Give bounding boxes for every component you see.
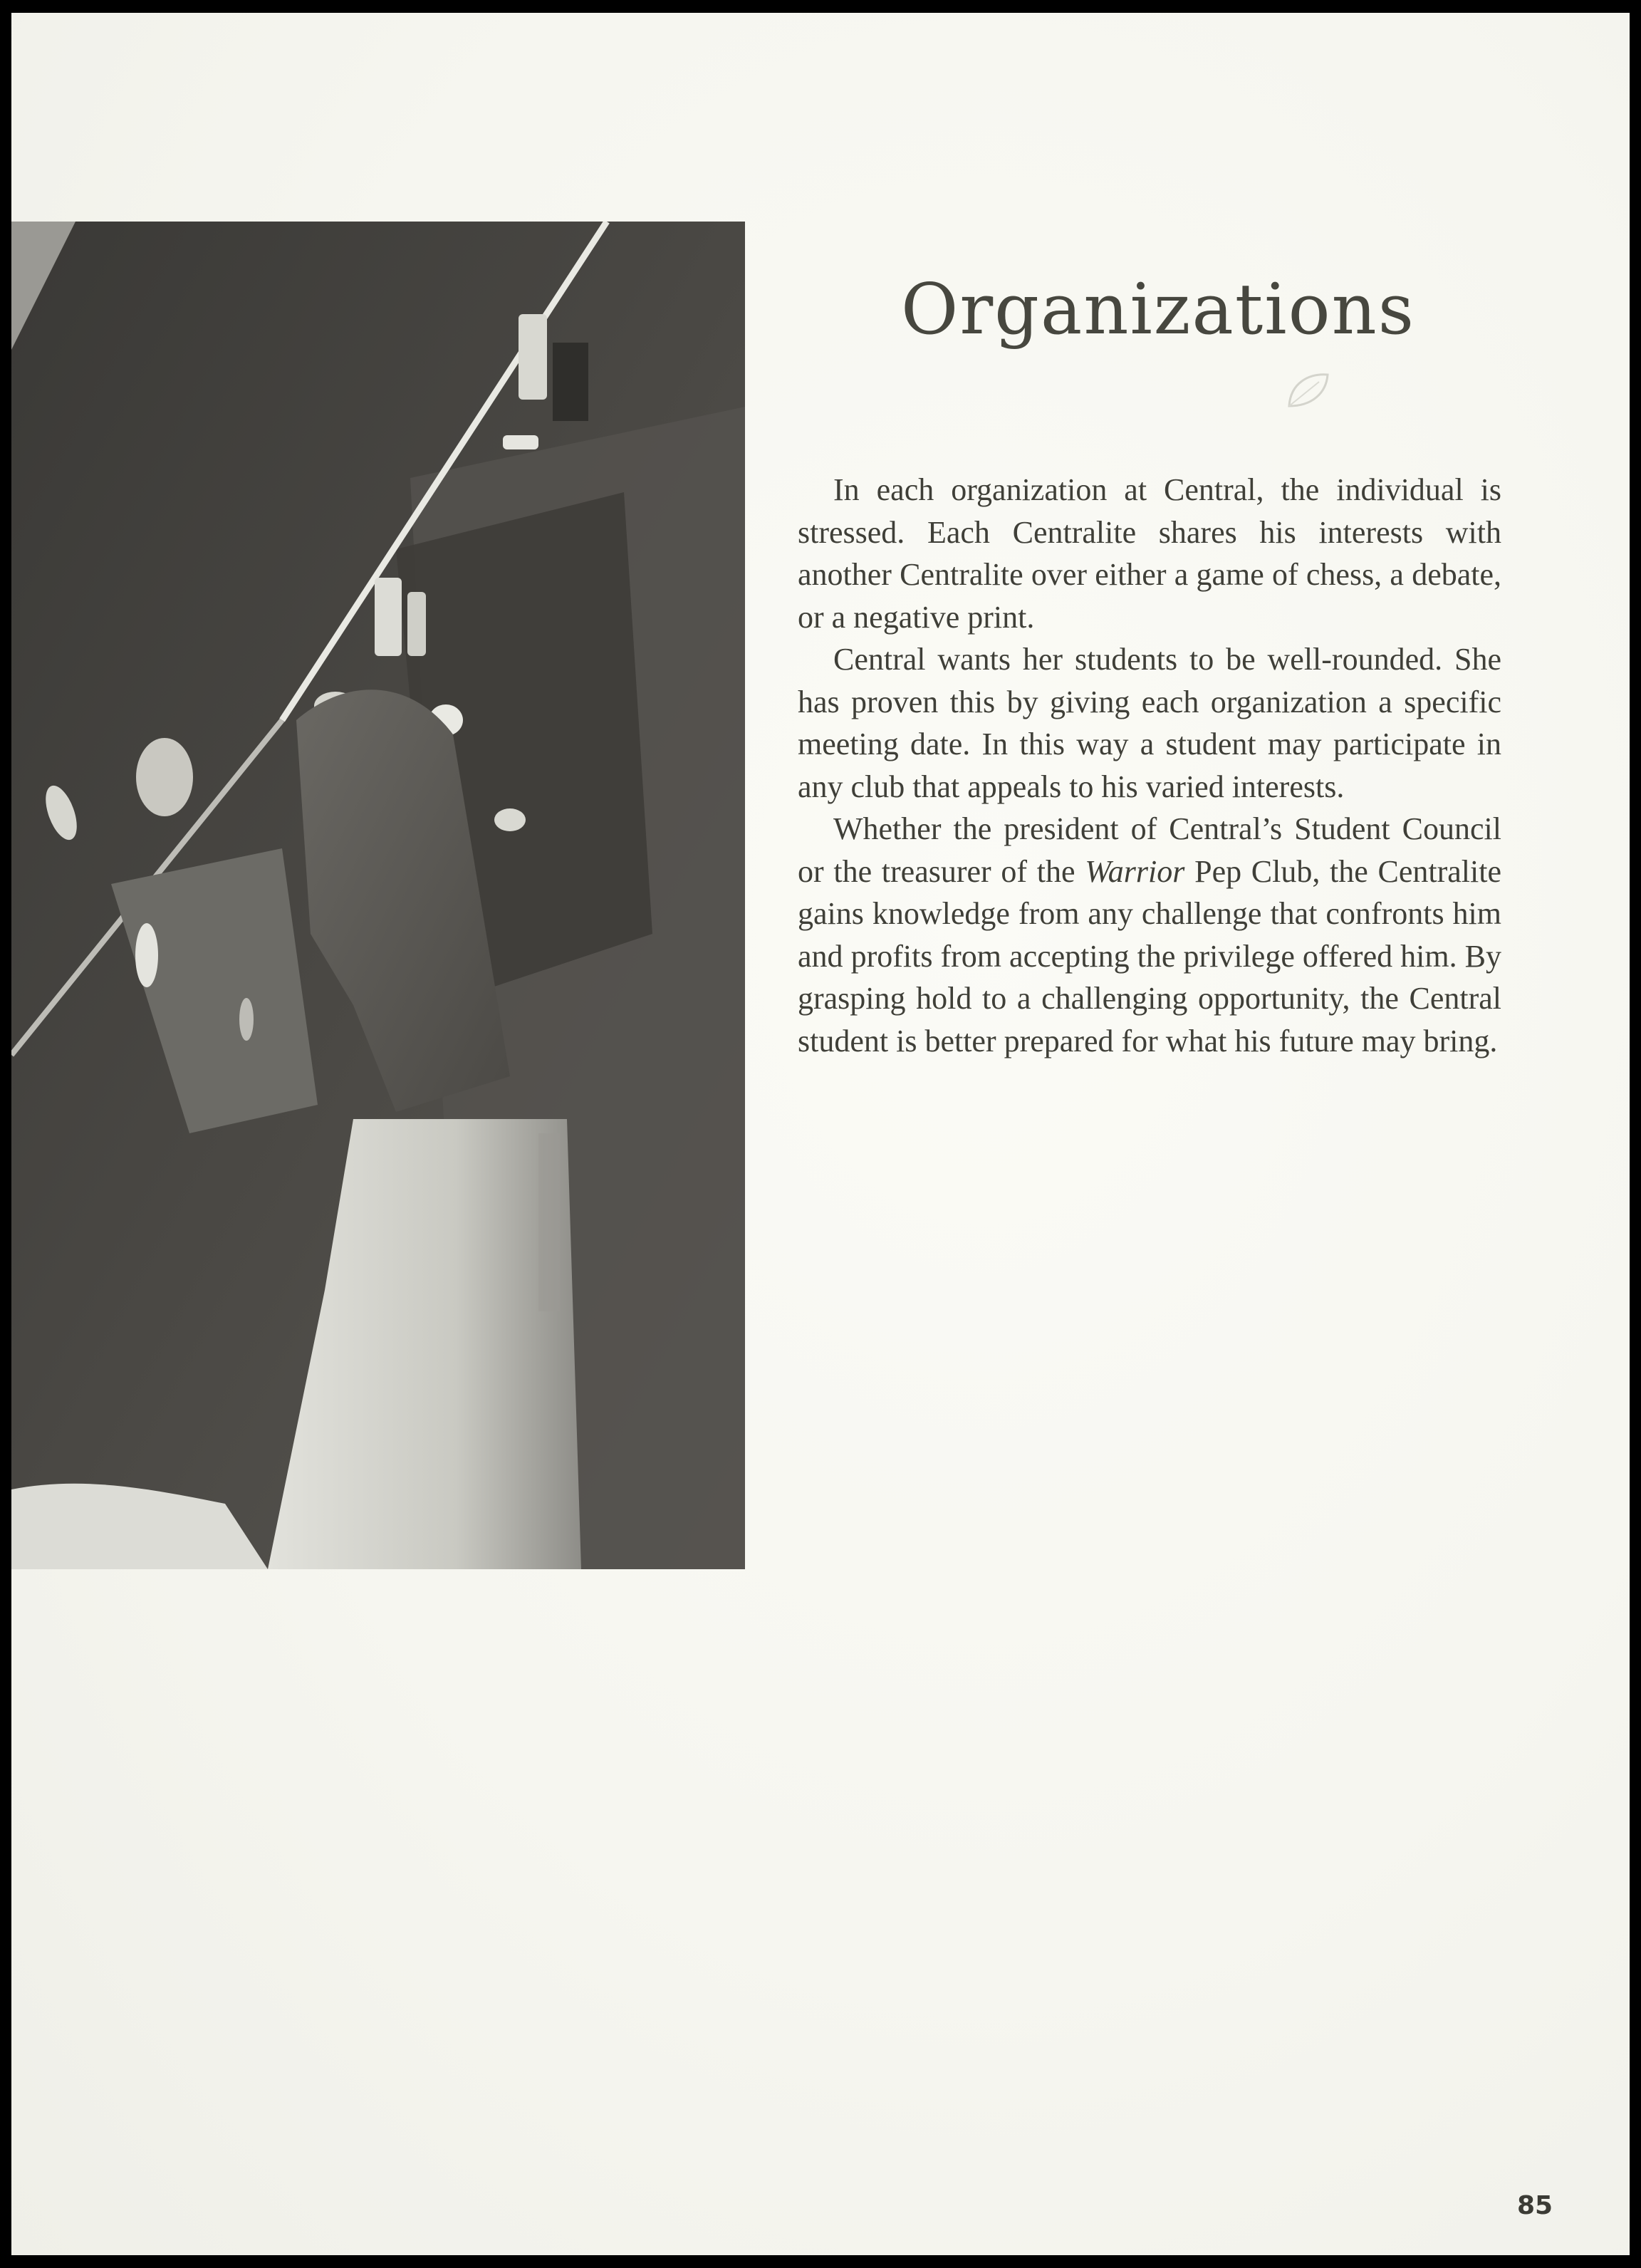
paragraph-3 bbox=[798, 808, 1501, 1062]
article-body bbox=[798, 469, 1501, 1062]
leaf-icon bbox=[1283, 369, 1333, 412]
warrior-italic: Warrior bbox=[1085, 853, 1185, 889]
paragraph-2: Central wants her students to be well-rounded. She has proven this by giving each organization a specific meeting date. In this way a student may participate in any club that appeals to his varied interests. bbox=[798, 642, 1501, 804]
yearbook-page bbox=[11, 13, 1630, 2255]
page-number: 85 bbox=[1517, 2191, 1553, 2220]
paragraph-3-end: Pep Club, the Centralite gains knowledge from any challenge that confronts him and profits from accepting the privilege offered him. By grasping hold to a challenging opportunity, the Central student is better prepared for what his future may bring. bbox=[798, 853, 1501, 1058]
paragraph-3-start: Whether the president of Central’s Student Council or the treasurer of the bbox=[798, 811, 1501, 889]
page-title: Organizations bbox=[900, 269, 1415, 350]
paragraph-1: In each organization at Central, the individual is stressed. Each Centralite shares his interests with another Centralite over either a game of chess, a debate, or a negative print. bbox=[798, 472, 1501, 635]
photo-darkroom-drying-line bbox=[11, 222, 745, 1569]
